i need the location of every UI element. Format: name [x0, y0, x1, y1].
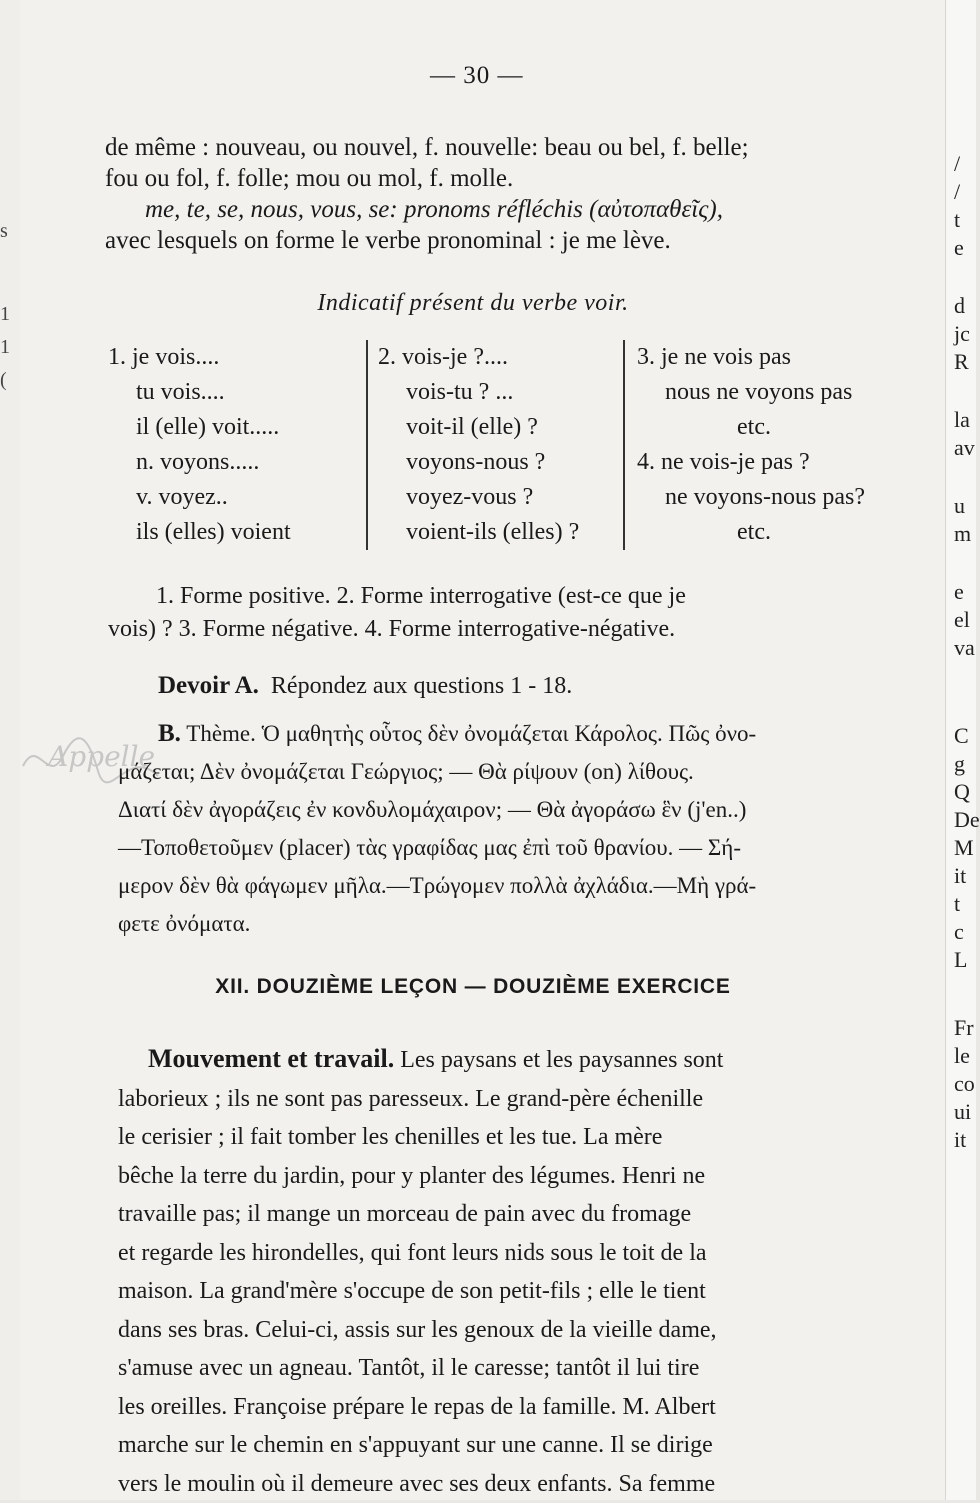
facing-letter: C [954, 722, 976, 750]
conjugation-column-interrogative [366, 340, 628, 550]
devoir-text: Répondez aux questions 1 - 18. [271, 673, 572, 699]
facing-letter: e [954, 234, 976, 262]
reading-line: bêche la terre du jardin, pour y planter des légumes. Henri ne [118, 1157, 930, 1196]
forms-line-2: vois) ? 3. Forme négative. 4. Forme interrogative-négative. [108, 613, 923, 646]
facing-letter: d [954, 292, 976, 320]
conjugation-column-positive [108, 340, 353, 550]
theme-line: Διατί δὲν ἀγοράζεις ἐν κονδυλομάχαιρον; — Θὰ ἀγοράσω ἓν (j'en..) [118, 791, 923, 829]
conj-cell: 2. vois-je ?.... [378, 340, 628, 375]
facing-letter: jc [954, 320, 976, 348]
conj-cell: voyez-vous ? [378, 480, 628, 515]
facing-letter: De [954, 806, 976, 834]
facing-letter: va [954, 634, 976, 662]
conj-cell: 1. je vois.... [108, 340, 353, 375]
left-mark: s [0, 220, 14, 243]
facing-letter: it [954, 862, 976, 890]
reading-line: Les paysans et les paysannes sont [400, 1047, 723, 1073]
facing-letter: e [954, 578, 976, 606]
intro-line-3: me, te, se, nous, vous, se: pronoms réfléchis (αὐτοπαθεῖς), [105, 194, 923, 225]
conj-cell: 4. ne vois-je pas ? [637, 445, 937, 480]
conj-cell: 3. je ne vois pas [637, 340, 937, 375]
facing-letter: av [954, 434, 976, 462]
reading-line: s'amuse avec un agneau. Tantôt, il le caresse; tantôt il lui tire [118, 1349, 930, 1388]
facing-letter: Fr [954, 1014, 976, 1042]
theme-exercise [118, 715, 923, 943]
facing-letter: u [954, 492, 976, 520]
section-heading: XII. DOUZIÈME LEÇON — DOUZIÈME EXERCICE [0, 975, 946, 999]
conj-cell: vois-tu ? ... [378, 375, 628, 410]
devoir-a [158, 668, 923, 704]
facing-letter: ui [954, 1098, 976, 1126]
reading-line: dans ses bras. Celui-ci, assis sur les genoux de la vieille dame, [118, 1311, 930, 1350]
conj-cell: ils (elles) voient [108, 515, 353, 550]
theme-line: μερον δὲν θὰ φάγωμεν μῆλα.—Τρώγομεν πολλὰ ἀχλάδια.—Μὴ γρά- [118, 867, 923, 905]
facing-letter: / [954, 150, 976, 178]
conj-cell: voit-il (elle) ? [378, 410, 628, 445]
intro-line-1: de même : nouveau, ou nouvel, f. nouvelle: beau ou bel, f. belle; [105, 132, 923, 163]
conjugation-column-negative [623, 340, 937, 550]
facing-letter: la [954, 406, 976, 434]
conj-cell: voient-ils (elles) ? [378, 515, 628, 550]
reading-line: travaille pas; il mange un morceau de pain avec du fromage [118, 1195, 930, 1234]
reading-line: laborieux ; ils ne sont pas paresseux. Le grand-père échenille [118, 1080, 930, 1119]
intro-line-4: avec lesquels on forme le verbe pronominal : je me lève. [105, 225, 923, 256]
reading-title: Mouvement et travail. [118, 1044, 394, 1073]
reading-line: et regarde les hirondelles, qui font leurs nids sous le toit de la [118, 1234, 930, 1273]
facing-letter: M [954, 834, 976, 862]
forms-line-1: 1. Forme positive. 2. Forme interrogative (est-ce que je [108, 580, 923, 613]
theme-label: B. [158, 720, 181, 747]
conjugation-table [108, 340, 928, 550]
theme-line: μάζεται; Δὲν ὀνομάζεται Γεώργιος; — Θὰ ρίψουν (on) λίθους. [118, 753, 923, 791]
left-mark: 1 [0, 303, 14, 326]
conj-cell: nous ne voyons pas [637, 375, 937, 410]
conj-cell: ne voyons-nous pas? [637, 480, 937, 515]
facing-letter: it [954, 1126, 976, 1154]
theme-line: φετε ὀνόματα. [118, 905, 923, 943]
page-number: — 30 — [430, 62, 524, 90]
conj-cell: n. voyons..... [108, 445, 353, 480]
facing-letter: m [954, 520, 976, 548]
conj-cell: tu vois.... [108, 375, 353, 410]
facing-letter: c [954, 918, 976, 946]
conj-cell: etc. [637, 410, 937, 445]
theme-line: —Τοποθετοῦμεν (placer) τὰς γραφίδας μας ἐπὶ τοῦ θρανίου. — Σή- [118, 829, 923, 867]
facing-page-text [954, 150, 976, 1154]
theme-line: Thème. Ὁ μαθητὴς οὗτος δὲν ὀνομάζεται Κάρολος. Πῶς ὀνο- [186, 721, 756, 746]
conj-cell: voyons-nous ? [378, 445, 628, 480]
left-mark: ( [0, 369, 14, 392]
left-mark: 1 [0, 336, 14, 359]
facing-letter: le [954, 1042, 976, 1070]
facing-letter: R [954, 348, 976, 376]
facing-letter: co [954, 1070, 976, 1098]
left-margin-marks [0, 210, 14, 392]
intro-paragraph [105, 132, 923, 256]
handwritten-note-text: Appelle [45, 740, 155, 773]
reading-line: le cerisier ; il fait tomber les chenilles et les tue. La mère [118, 1118, 930, 1157]
reading-line: maison. La grand'mère s'occupe de son petit-fils ; elle le tient [118, 1272, 930, 1311]
reading-line: vers le moulin où il demeure avec ses deux enfants. Sa femme [118, 1465, 930, 1503]
devoir-label: Devoir A. [158, 672, 259, 699]
facing-letter: t [954, 206, 976, 234]
table-title: Indicatif présent du verbe voir. [0, 290, 946, 317]
facing-letter: g [954, 750, 976, 778]
reading-line: les oreilles. Françoise prépare le repas de la famille. M. Albert [118, 1388, 930, 1427]
facing-letter: Q [954, 778, 976, 806]
reading-line: marche sur le chemin en s'appuyant sur une canne. Il se dirige [118, 1426, 930, 1465]
conj-cell: il (elle) voit..... [108, 410, 353, 445]
facing-letter: el [954, 606, 976, 634]
conj-cell: v. voyez.. [108, 480, 353, 515]
facing-letter: L [954, 946, 976, 974]
facing-letter: t [954, 890, 976, 918]
conj-cell: etc. [637, 515, 937, 550]
intro-line-2: fou ou fol, f. folle; mou ou mol, f. molle. [105, 163, 923, 194]
forms-note [108, 580, 923, 646]
reading-passage [118, 1040, 930, 1503]
facing-letter: / [954, 178, 976, 206]
